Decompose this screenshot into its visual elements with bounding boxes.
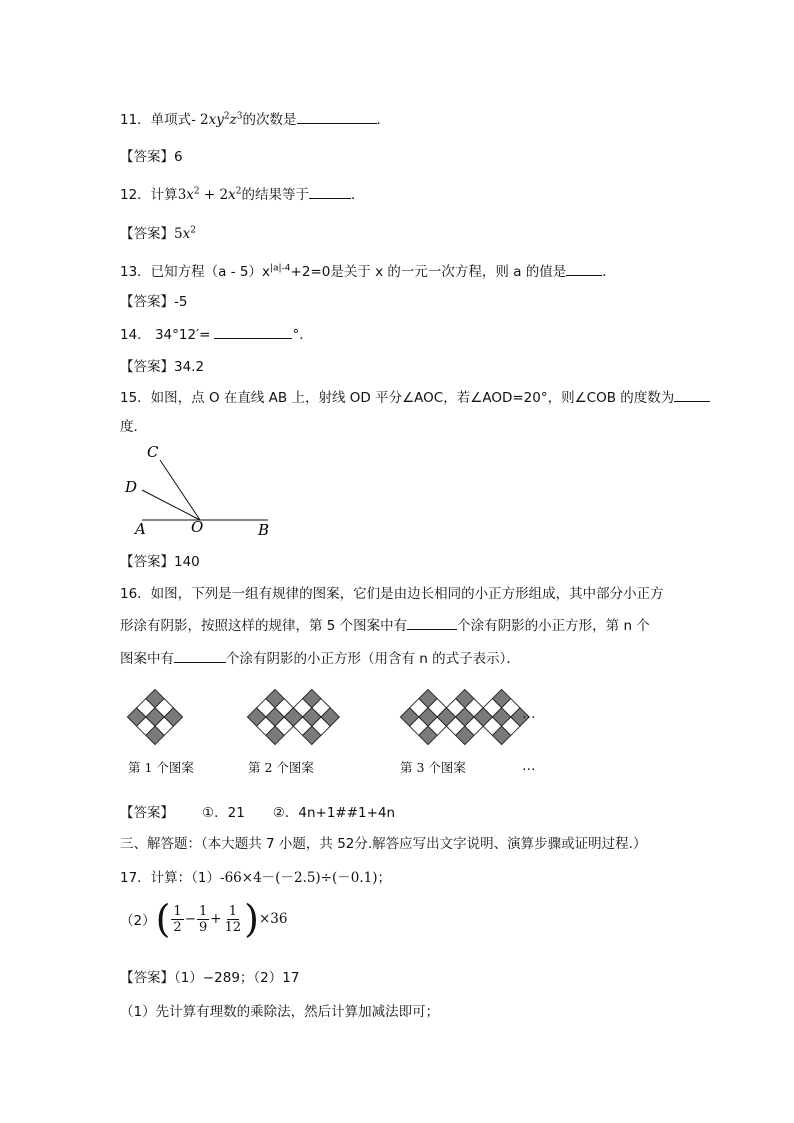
q12-plus: + xyxy=(199,187,220,203)
q12-var2: x xyxy=(228,187,236,203)
answer-17 xyxy=(120,966,299,986)
q12-label: 12．计算 xyxy=(120,187,178,203)
question-16-line3 xyxy=(120,647,520,667)
label-a: A xyxy=(135,520,146,538)
pattern-ellipsis: … xyxy=(522,706,536,722)
answer-tag: 【答案】 xyxy=(120,226,174,242)
answer-value: 140 xyxy=(174,554,200,570)
q17-tail: ×36 xyxy=(258,911,288,927)
q11-label: 11．单项式 xyxy=(120,112,192,128)
question-13 xyxy=(120,260,616,280)
ray-oc xyxy=(160,460,200,520)
answer-tag: 【答案】 xyxy=(120,805,174,821)
section-title: 三、解答题：（本大题共 7 小题，共 52分.解答应写出文字说明、演算步骤或证明过程.） xyxy=(120,836,647,852)
q12-sup1: 2 xyxy=(193,186,200,197)
q13-suffix: +2=0是关于 x 的一元一次方程，则 a 的值是 xyxy=(290,264,567,280)
denominator: 9 xyxy=(199,919,208,935)
q11-sup-y: 2 xyxy=(223,111,230,122)
q11-y: y xyxy=(216,112,224,128)
numerator: 1 xyxy=(228,903,238,919)
label-c: C xyxy=(147,443,159,461)
q12-suffix: 的结果等于 xyxy=(241,187,309,203)
answer-12 xyxy=(120,222,196,242)
answer-11 xyxy=(120,145,183,165)
operator-plus: + xyxy=(210,911,222,927)
q14-end: °． xyxy=(292,327,313,343)
answer-value: -5 xyxy=(174,294,188,310)
q16-text-3b: 个涂有阴影的小正方形（用含有 n 的式子表示）． xyxy=(226,651,520,667)
pattern-3 xyxy=(400,689,529,744)
q12-end: ． xyxy=(351,187,365,203)
pattern-1 xyxy=(127,689,182,744)
numerator: 1 xyxy=(199,903,208,919)
answer-part-2: ②．4n+1##1+4n xyxy=(272,805,396,821)
answer-blank xyxy=(297,111,377,124)
answer-blank xyxy=(674,389,710,402)
pattern-2 xyxy=(247,689,339,744)
question-15-line2 xyxy=(120,415,147,435)
pattern-figures xyxy=(0,680,794,750)
q16-text-1: 16．如图，下列是一组有规律的图案，它们是由边长相同的小正方形组成，其中部分小正方 xyxy=(120,586,664,602)
answer-15 xyxy=(120,550,200,570)
q12-sup2: 2 xyxy=(235,186,242,197)
fraction-1 xyxy=(171,904,183,935)
caption-pattern-2: 第 2 个图案 xyxy=(248,760,314,775)
answer-blank xyxy=(566,263,602,276)
answer-coef: 5 xyxy=(174,226,183,242)
q17-label: 17．计算：（1） xyxy=(120,870,221,886)
answer-tag: 【答案】 xyxy=(120,359,174,375)
angle-figure xyxy=(120,440,290,540)
ray-od xyxy=(142,490,200,520)
question-11 xyxy=(120,108,390,128)
q16-text-2a: 形涂有阴影，按照这样的规律，第 5 个图案中有 xyxy=(120,618,408,634)
answer-14 xyxy=(120,355,204,375)
caption-ellipsis: … xyxy=(522,758,536,774)
q11-coef: - 2 xyxy=(191,112,209,128)
caption-pattern-3: 第 3 个图案 xyxy=(400,760,466,775)
answer-tag: 【答案】 xyxy=(120,554,174,570)
q16-text-3a: 图案中有 xyxy=(120,651,174,667)
solution-text: （1）先计算有理数的乘除法，然后计算加减法即可； xyxy=(120,1004,440,1020)
question-16 xyxy=(120,582,664,602)
q12-var1: x xyxy=(186,187,194,203)
question-14 xyxy=(120,323,313,343)
q11-end: ． xyxy=(376,112,390,128)
answer-value: 34.2 xyxy=(174,359,205,375)
answer-13 xyxy=(120,290,187,310)
caption-pattern-1: 第 1 个图案 xyxy=(128,760,194,775)
q11-x: x xyxy=(208,112,217,128)
numerator: 1 xyxy=(173,903,182,919)
question-17 xyxy=(120,866,391,886)
answer-var: x xyxy=(182,226,191,242)
left-paren: ( xyxy=(155,897,171,941)
answer-text: （1）−289；（2）17 xyxy=(174,970,300,986)
q17-part2-label: （2） xyxy=(120,913,156,929)
section-heading xyxy=(120,832,646,852)
label-b: B xyxy=(258,521,270,539)
answer-tag: 【答案】 xyxy=(120,970,174,986)
denominator: 2 xyxy=(173,919,182,935)
answer-blank xyxy=(214,326,292,339)
question-12 xyxy=(120,183,365,203)
answer-tag: 【答案】 xyxy=(120,149,174,165)
question-16-line2 xyxy=(120,614,650,634)
q14-prefix: 14． 34°12′= xyxy=(120,327,211,343)
solution-note xyxy=(120,1000,439,1020)
label-o: O xyxy=(191,518,204,536)
denominator: 12 xyxy=(224,919,242,935)
answer-part-1: ①．21 xyxy=(202,805,245,821)
q11-sup-z: 3 xyxy=(236,111,243,122)
q17-expr1: -66×4－(－2.5)÷(－0.1)； xyxy=(220,870,391,886)
q16-text-2b: 个涂有阴影的小正方形，第 n 个 xyxy=(457,618,650,634)
q15-text: 15．如图，点 O 在直线 AB 上，射线 OD 平分∠AOC，若∠AOD=20°，则∠COB 的度数为 xyxy=(120,390,675,406)
q11-suffix: 的次数是 xyxy=(242,112,297,128)
question-15 xyxy=(120,386,710,406)
q15-text-2: 度． xyxy=(120,419,147,435)
q12-coef1: 3 xyxy=(177,187,187,203)
q11-z: z xyxy=(229,112,237,128)
right-paren: ) xyxy=(244,897,259,941)
answer-tag: 【答案】 xyxy=(120,294,174,310)
operator-minus: − xyxy=(184,911,197,927)
label-d: D xyxy=(125,478,138,496)
q13-end: ． xyxy=(602,264,616,280)
answer-blank xyxy=(309,186,351,199)
q12-coef2: 2 xyxy=(219,187,229,203)
q13-sup: |a|-4 xyxy=(269,263,291,274)
fraction-3 xyxy=(223,904,244,935)
answer-blank xyxy=(174,650,226,663)
q13-prefix: 13．已知方程（a - 5）x xyxy=(120,264,270,280)
answer-16 xyxy=(120,801,395,821)
question-17-part2 xyxy=(120,897,288,941)
answer-blank xyxy=(407,617,457,630)
answer-sup: 2 xyxy=(190,225,196,236)
fraction-2 xyxy=(197,904,209,935)
answer-value: 6 xyxy=(174,149,183,165)
